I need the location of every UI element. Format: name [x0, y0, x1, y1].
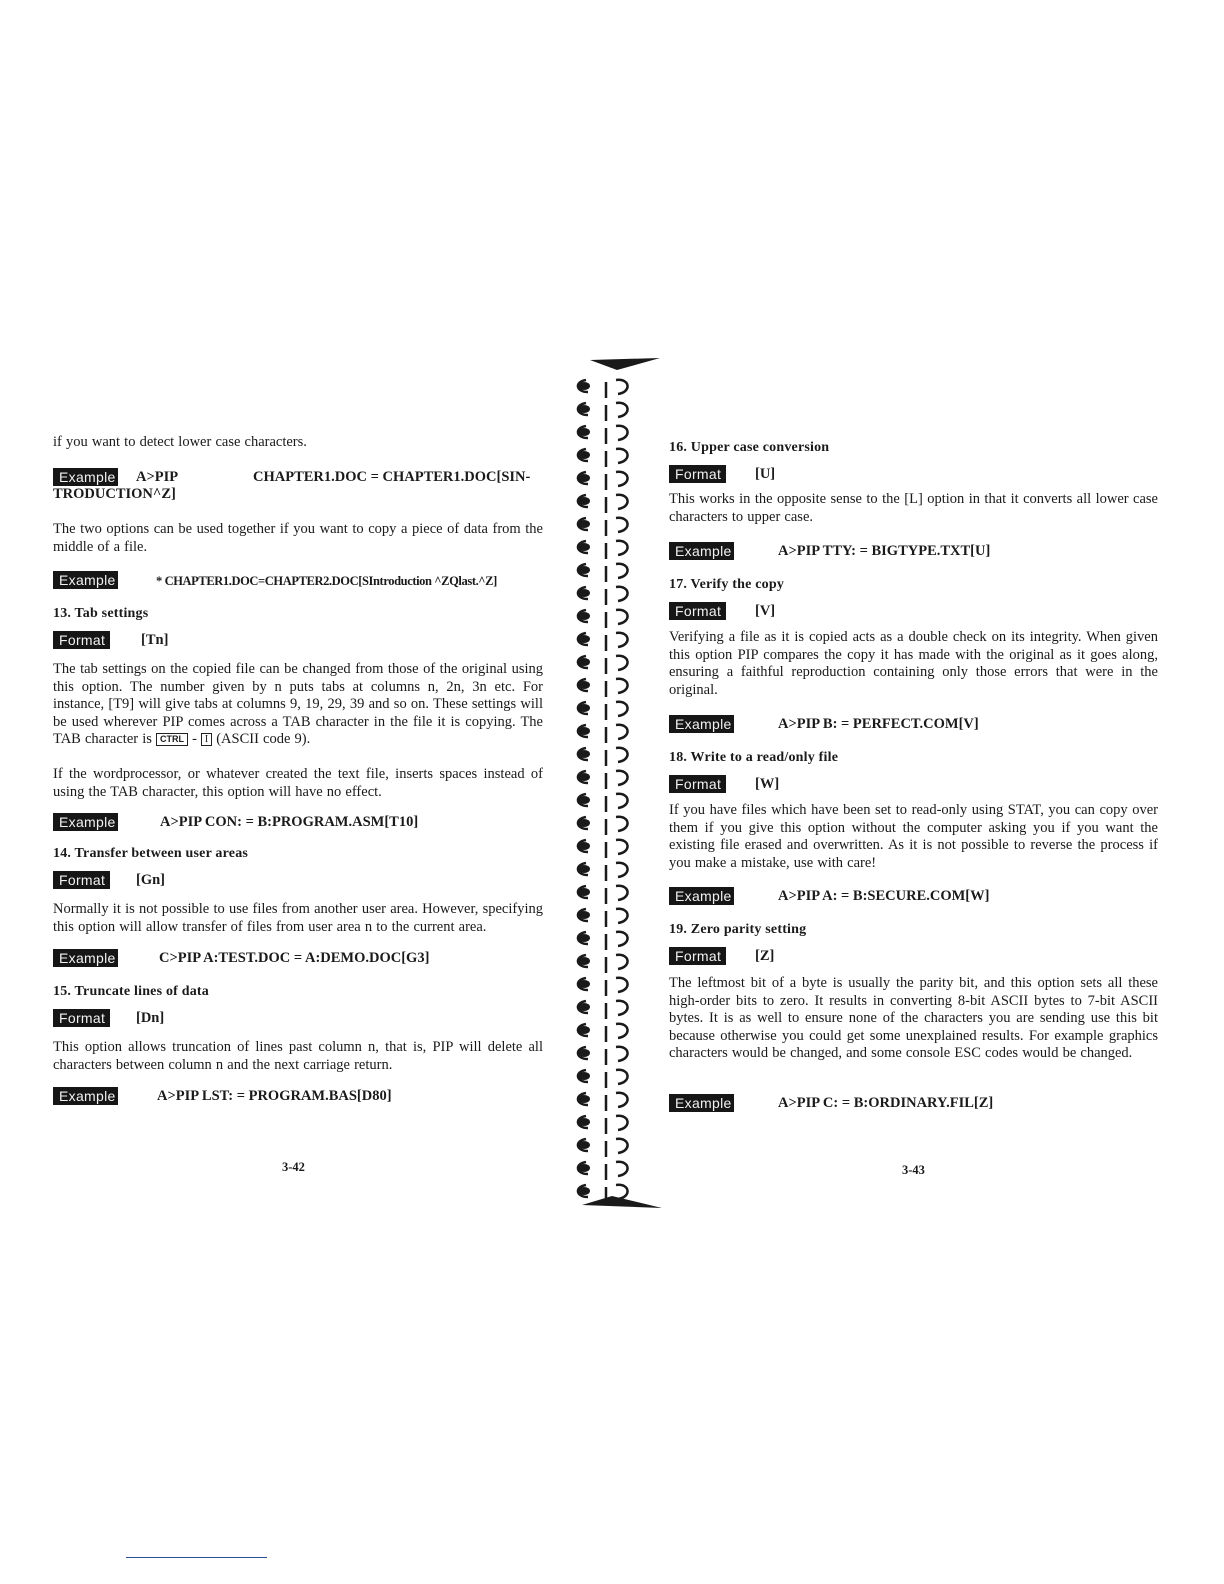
intro-line: if you want to detect lower case characters. [53, 434, 307, 450]
spiral-hole [578, 750, 590, 758]
para-together: The two options can be used together if you want to copy a piece of data from the middle of a file. [53, 521, 543, 555]
spiral-hole [578, 727, 590, 735]
section-18-para: If you have files which have been set to read-only using STAT, you can copy over them if you give this option without the computer asking you if you want the existing file erased and overwritten. As it is not possible to reverse the process if you make a mistake, use with care! [669, 802, 1158, 871]
format-value: [Gn] [136, 872, 165, 888]
section-13-para1 [53, 661, 543, 749]
format-value: [V] [755, 603, 776, 619]
spiral-binding [572, 350, 672, 1220]
spiral-hole [578, 1118, 590, 1126]
spiral-hole [578, 612, 590, 620]
example-badge: Example [53, 949, 118, 967]
section-16-heading: 16. Upper case conversion [669, 440, 830, 455]
example-badge: Example [53, 1087, 118, 1105]
example-command: A>PIP C: = B:ORDINARY.FIL[Z] [778, 1095, 994, 1111]
spiral-hole [578, 911, 590, 919]
example-command-line1: CHAPTER1.DOC = CHAPTER1.DOC[SIN- [253, 469, 531, 485]
format-badge: Format [53, 871, 110, 889]
spiral-hole [578, 635, 590, 643]
page-number: 3-43 [902, 1163, 925, 1177]
section-17-heading: 17. Verify the copy [669, 577, 785, 592]
section-19-heading: 19. Zero parity setting [669, 922, 807, 937]
section-19-para: The leftmost bit of a byte is usually the parity bit, and this option sets all these high-order bits to zero. It results in converting 8-bit ASCII bytes to 7-bit ASCII bytes. It is as well to ensure none of the characters you are sending use this bit because otherwise you could get some unexplained results. For example graphics characters would be changed, and some console ESC codes would be changed. [669, 975, 1158, 1061]
spiral-hole [578, 957, 590, 965]
spiral-hole [578, 566, 590, 574]
spiral-hole [578, 405, 590, 413]
format-value: [U] [755, 466, 776, 482]
example-badge: Example [53, 813, 118, 831]
example-badge: Example [669, 887, 734, 905]
example-row-19 [669, 1094, 1169, 1114]
example-row-2 [53, 571, 553, 591]
spiral-hole [578, 934, 590, 942]
format-row-16 [669, 465, 1169, 485]
format-value: [W] [755, 776, 780, 792]
section-13-para1-end: (ASCII code 9). [216, 731, 311, 747]
format-row-14 [53, 871, 553, 891]
spiral-hole [578, 451, 590, 459]
spiral-hole [578, 589, 590, 597]
example-row-13 [53, 813, 553, 833]
example-badge: Example [669, 715, 734, 733]
spiral-hole [578, 980, 590, 988]
example-badge: Example [53, 468, 118, 486]
format-row-18 [669, 775, 1169, 795]
spiral-hole [578, 1003, 590, 1011]
example-row-14 [53, 949, 553, 969]
format-badge: Format [669, 947, 726, 965]
spiral-hole [578, 842, 590, 850]
format-badge: Format [53, 1009, 110, 1027]
format-badge: Format [53, 631, 110, 649]
spiral-hole [578, 1141, 590, 1149]
example-command: A>PIP TTY: = BIGTYPE.TXT[U] [778, 543, 991, 559]
section-14-heading: 14. Transfer between user areas [53, 846, 249, 861]
example-command: * CHAPTER1.DOC=CHAPTER2.DOC[SIntroduction ^ZQlast.^Z] [156, 574, 497, 588]
spiral-hole [578, 704, 590, 712]
spiral-hole [578, 428, 590, 436]
spiral-hole [578, 497, 590, 505]
format-badge: Format [669, 775, 726, 793]
section-13-para1-text: The tab settings on the copied file can be changed from those of the original using this option. The number given by n puts tabs at columns n, 2n, 3n etc. For instance, [T9] will give tabs at columns 9, 19, 29, 39 and so on. These settings will be used wherever PIP comes across a TAB character in the file it is copying. The TAB character is [53, 661, 543, 747]
format-value: [Tn] [141, 632, 169, 648]
section-15-heading: 15. Truncate lines of data [53, 984, 209, 999]
format-value: [Z] [755, 948, 775, 964]
spiral-hole [578, 796, 590, 804]
format-badge: Format [669, 465, 726, 483]
section-17-para: Verifying a file as it is copied acts as a double check on its integrity. When given this option PIP compares the copy it has made with the original as it goes along, ensuring a faithful reproduction containing only those errors that were in the original. [669, 629, 1158, 698]
spiral-hole [578, 520, 590, 528]
format-row-13 [53, 631, 553, 651]
format-row-19 [669, 947, 1169, 967]
spiral-hole [578, 1072, 590, 1080]
section-13-para2: If the wordprocessor, or whatever created the text file, inserts spaces instead of using the TAB character, this option will have no effect. [53, 766, 543, 800]
spiral-hole [578, 1095, 590, 1103]
format-row-15 [53, 1009, 553, 1029]
spiral-hole [578, 888, 590, 896]
example-command: C>PIP A:TEST.DOC = A:DEMO.DOC[G3] [159, 950, 430, 966]
example-badge: Example [669, 1094, 734, 1112]
example-badge: Example [669, 542, 734, 560]
spiral-hole [578, 474, 590, 482]
ctrl-key: CTRL [156, 733, 188, 746]
format-row-17 [669, 602, 1169, 622]
example-row-15 [53, 1087, 553, 1107]
key-separator: - [192, 731, 197, 747]
i-key: I [201, 733, 212, 746]
example-row-17 [669, 715, 1169, 735]
example-command: A>PIP CON: = B:PROGRAM.ASM[T10] [160, 814, 419, 830]
spiral-hole [578, 1164, 590, 1172]
section-15-para: This option allows truncation of lines past column n, that is, PIP will delete all characters between column n and the next carriage return. [53, 1039, 543, 1073]
spiral-hole [578, 1187, 590, 1195]
format-value: [Dn] [136, 1010, 165, 1026]
bottom-rule [126, 1557, 267, 1558]
spiral-hole [578, 1026, 590, 1034]
section-18-heading: 18. Write to a read/only file [669, 750, 839, 765]
example-badge: Example [53, 571, 118, 589]
section-13-heading: 13. Tab settings [53, 606, 149, 621]
spiral-hole [578, 773, 590, 781]
section-16-para: This works in the opposite sense to the [L] option in that it converts all lower case characters to upper case. [669, 491, 1158, 525]
spiral-hole [578, 819, 590, 827]
spiral-hole [578, 1049, 590, 1057]
page-number: 3-42 [282, 1160, 305, 1174]
spiral-hole [578, 543, 590, 551]
example-command: A>PIP A: = B:SECURE.COM[W] [778, 888, 990, 904]
example-row-16 [669, 542, 1169, 562]
example-command-line2: TRODUCTION^Z] [53, 486, 176, 502]
example-prompt: A>PIP [136, 469, 179, 485]
spiral-hole [578, 658, 590, 666]
example-row-18 [669, 887, 1169, 907]
spiral-hole [578, 865, 590, 873]
format-badge: Format [669, 602, 726, 620]
spiral-hole [578, 382, 590, 390]
example-command: A>PIP LST: = PROGRAM.BAS[D80] [157, 1088, 392, 1104]
spiral-hole [578, 681, 590, 689]
example-command: A>PIP B: = PERFECT.COM[V] [778, 716, 979, 732]
section-14-para: Normally it is not possible to use files from another user area. However, specifying this option will allow transfer of files from user area n to the current area. [53, 901, 543, 935]
